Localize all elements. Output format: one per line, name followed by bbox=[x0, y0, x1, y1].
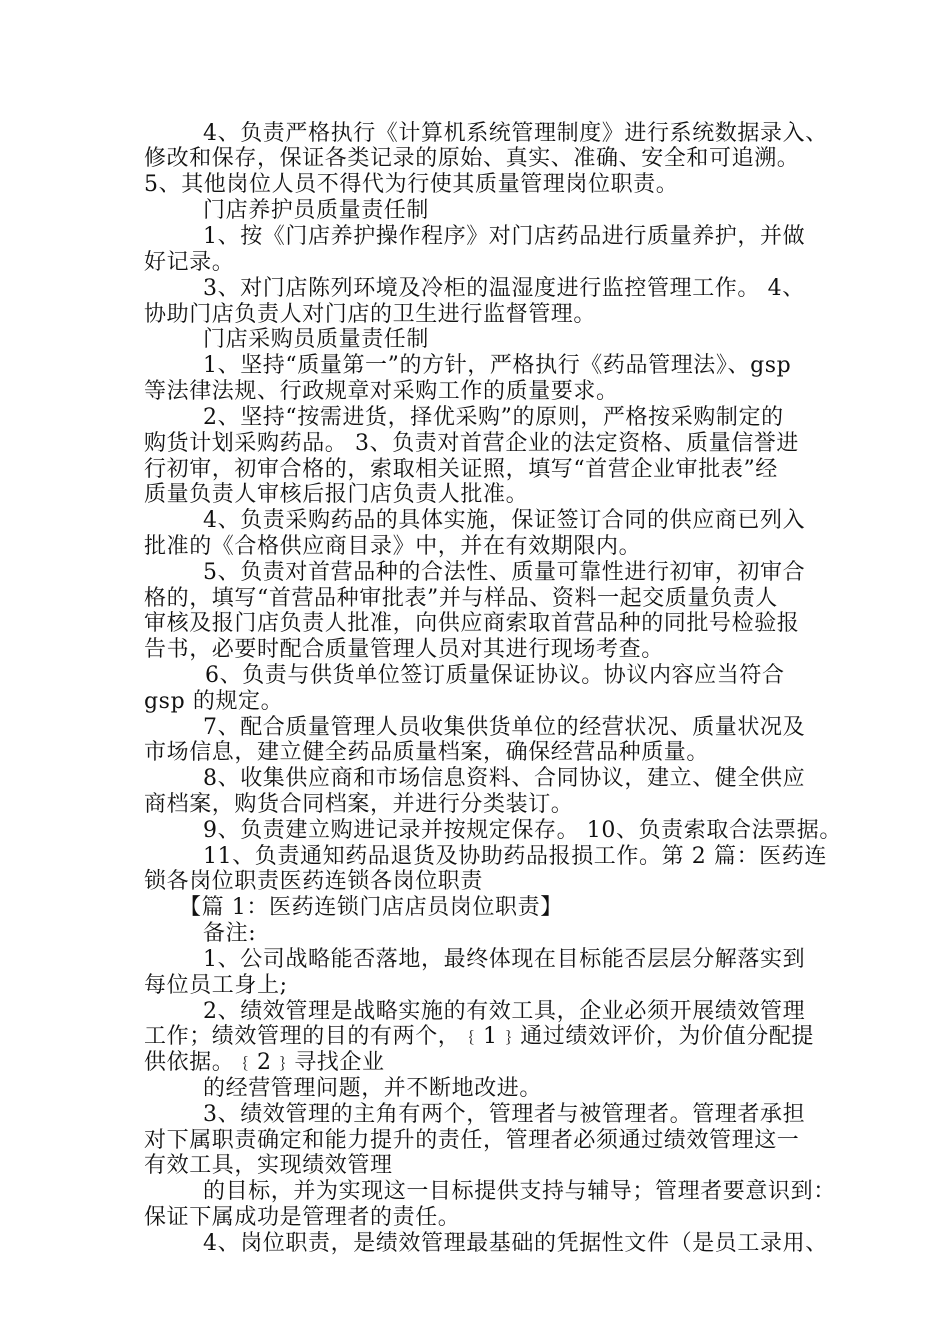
text-line: 市场信息，建立健全药品质量档案，确保经营品种质量。 bbox=[144, 740, 710, 765]
text-line: 的经营管理问题，并不断地改进。 bbox=[203, 1076, 543, 1101]
text-line: 对下属职责确定和能力提升的责任，管理者必须通过绩效管理这一 bbox=[144, 1128, 800, 1153]
text-line: 供依据。﹛2﹜寻找企业 bbox=[144, 1050, 385, 1075]
text-line: 2、绩效管理是战略实施的有效工具，企业必须开展绩效管理 bbox=[203, 999, 806, 1024]
text-line: 商档案，购货合同档案，并进行分类装订。 bbox=[144, 792, 574, 817]
text-line: 有效工具，实现绩效管理 bbox=[144, 1153, 393, 1178]
text-line: 3、对门店陈列环境及冷柜的温湿度进行监控管理工作。 4、 bbox=[203, 276, 805, 301]
text-line: 工作；绩效管理的目的有两个，﹛1﹜通过绩效评价，为价值分配提 bbox=[144, 1024, 814, 1049]
text-line: 每位员工身上; bbox=[144, 973, 288, 998]
text-line: gsp 的规定。 bbox=[144, 689, 284, 714]
text-line: 等法律法规、行政规章对采购工作的质量要求。 bbox=[144, 379, 619, 404]
text-line: 批准的《合格供应商目录》中，并在有效期限内。 bbox=[144, 534, 642, 559]
text-line: 3、绩效管理的主角有两个，管理者与被管理者。管理者承担 bbox=[203, 1102, 806, 1127]
text-line: 6、负责与供货单位签订质量保证协议。协议内容应当符合 bbox=[205, 663, 785, 688]
text-line: 协助门店负责人对门店的卫生进行监督管理。 bbox=[144, 302, 597, 327]
text-line: 格的，填写“首营品种审批表”并与样品、资料一起交质量负责人 bbox=[144, 586, 778, 611]
text-line: 购货计划采购药品。 3、负责对首营企业的法定资格、质量信誉进 bbox=[144, 431, 799, 456]
text-line: 5、负责对首营品种的合法性、质量可靠性进行初审，初审合 bbox=[203, 560, 806, 585]
text-line: 7、配合质量管理人员收集供货单位的经营状况、质量状况及 bbox=[203, 715, 806, 740]
text-line: 告书，必要时配合质量管理人员对其进行现场考查。 bbox=[144, 637, 664, 662]
section-heading: 门店采购员质量责任制 bbox=[203, 327, 430, 352]
text-line: 好记录。 bbox=[144, 250, 235, 275]
text-line: 9、负责建立购进记录并按规定保存。 10、负责索取合法票据。 bbox=[203, 818, 842, 843]
text-line: 修改和保存，保证各类记录的原始、真实、准确、安全和可追溯。 bbox=[144, 146, 800, 171]
text-line: 备注: bbox=[203, 921, 257, 946]
text-line: 8、收集供应商和市场信息资料、合同协议，建立、健全供应 bbox=[203, 766, 806, 791]
text-line: 保证下属成功是管理者的责任。 bbox=[144, 1205, 461, 1230]
text-line: 4、负责采购药品的具体实施，保证签订合同的供应商已列入 bbox=[203, 508, 806, 533]
text-line: 的目标，并为实现这一目标提供支持与辅导；管理者要意识到： bbox=[203, 1179, 836, 1204]
text-line: 1、按《门店养护操作程序》对门店药品进行质量养护，并做 bbox=[203, 224, 806, 249]
text-line: 1、坚持“质量第一”的方针，严格执行《药品管理法》、gsp bbox=[203, 353, 792, 378]
text-line: 锁各岗位职责医药连锁各岗位职责 bbox=[144, 869, 484, 894]
text-line: 质量负责人审核后报门店负责人批准。 bbox=[144, 482, 529, 507]
text-line: 2、坚持“按需进货，择优采购”的原则，严格按采购制定的 bbox=[203, 405, 784, 430]
text-line: 审核及报门店负责人批准，向供应商索取首营品种的同批号检验报 bbox=[144, 611, 800, 636]
text-line: 1、公司战略能否落地，最终体现在目标能否层层分解落实到 bbox=[203, 947, 806, 972]
text-line: 11、负责通知药品退货及协助药品报损工作。第 2 篇：医药连 bbox=[203, 844, 827, 869]
text-line: 5、其他岗位人员不得代为行使其质量管理岗位职责。 bbox=[144, 172, 679, 197]
section-heading: 【篇 1：医药连锁门店店员岗位职责】 bbox=[179, 895, 563, 920]
text-line: 4、岗位职责，是绩效管理最基础的凭据性文件（是员工录用、 bbox=[203, 1231, 828, 1256]
text-line: 行初审，初审合格的，索取相关证照，填写“首营企业审批表”经 bbox=[144, 457, 778, 482]
section-heading: 门店养护员质量责任制 bbox=[203, 198, 430, 223]
text-line: 4、负责严格执行《计算机系统管理制度》进行系统数据录入、 bbox=[203, 121, 828, 146]
